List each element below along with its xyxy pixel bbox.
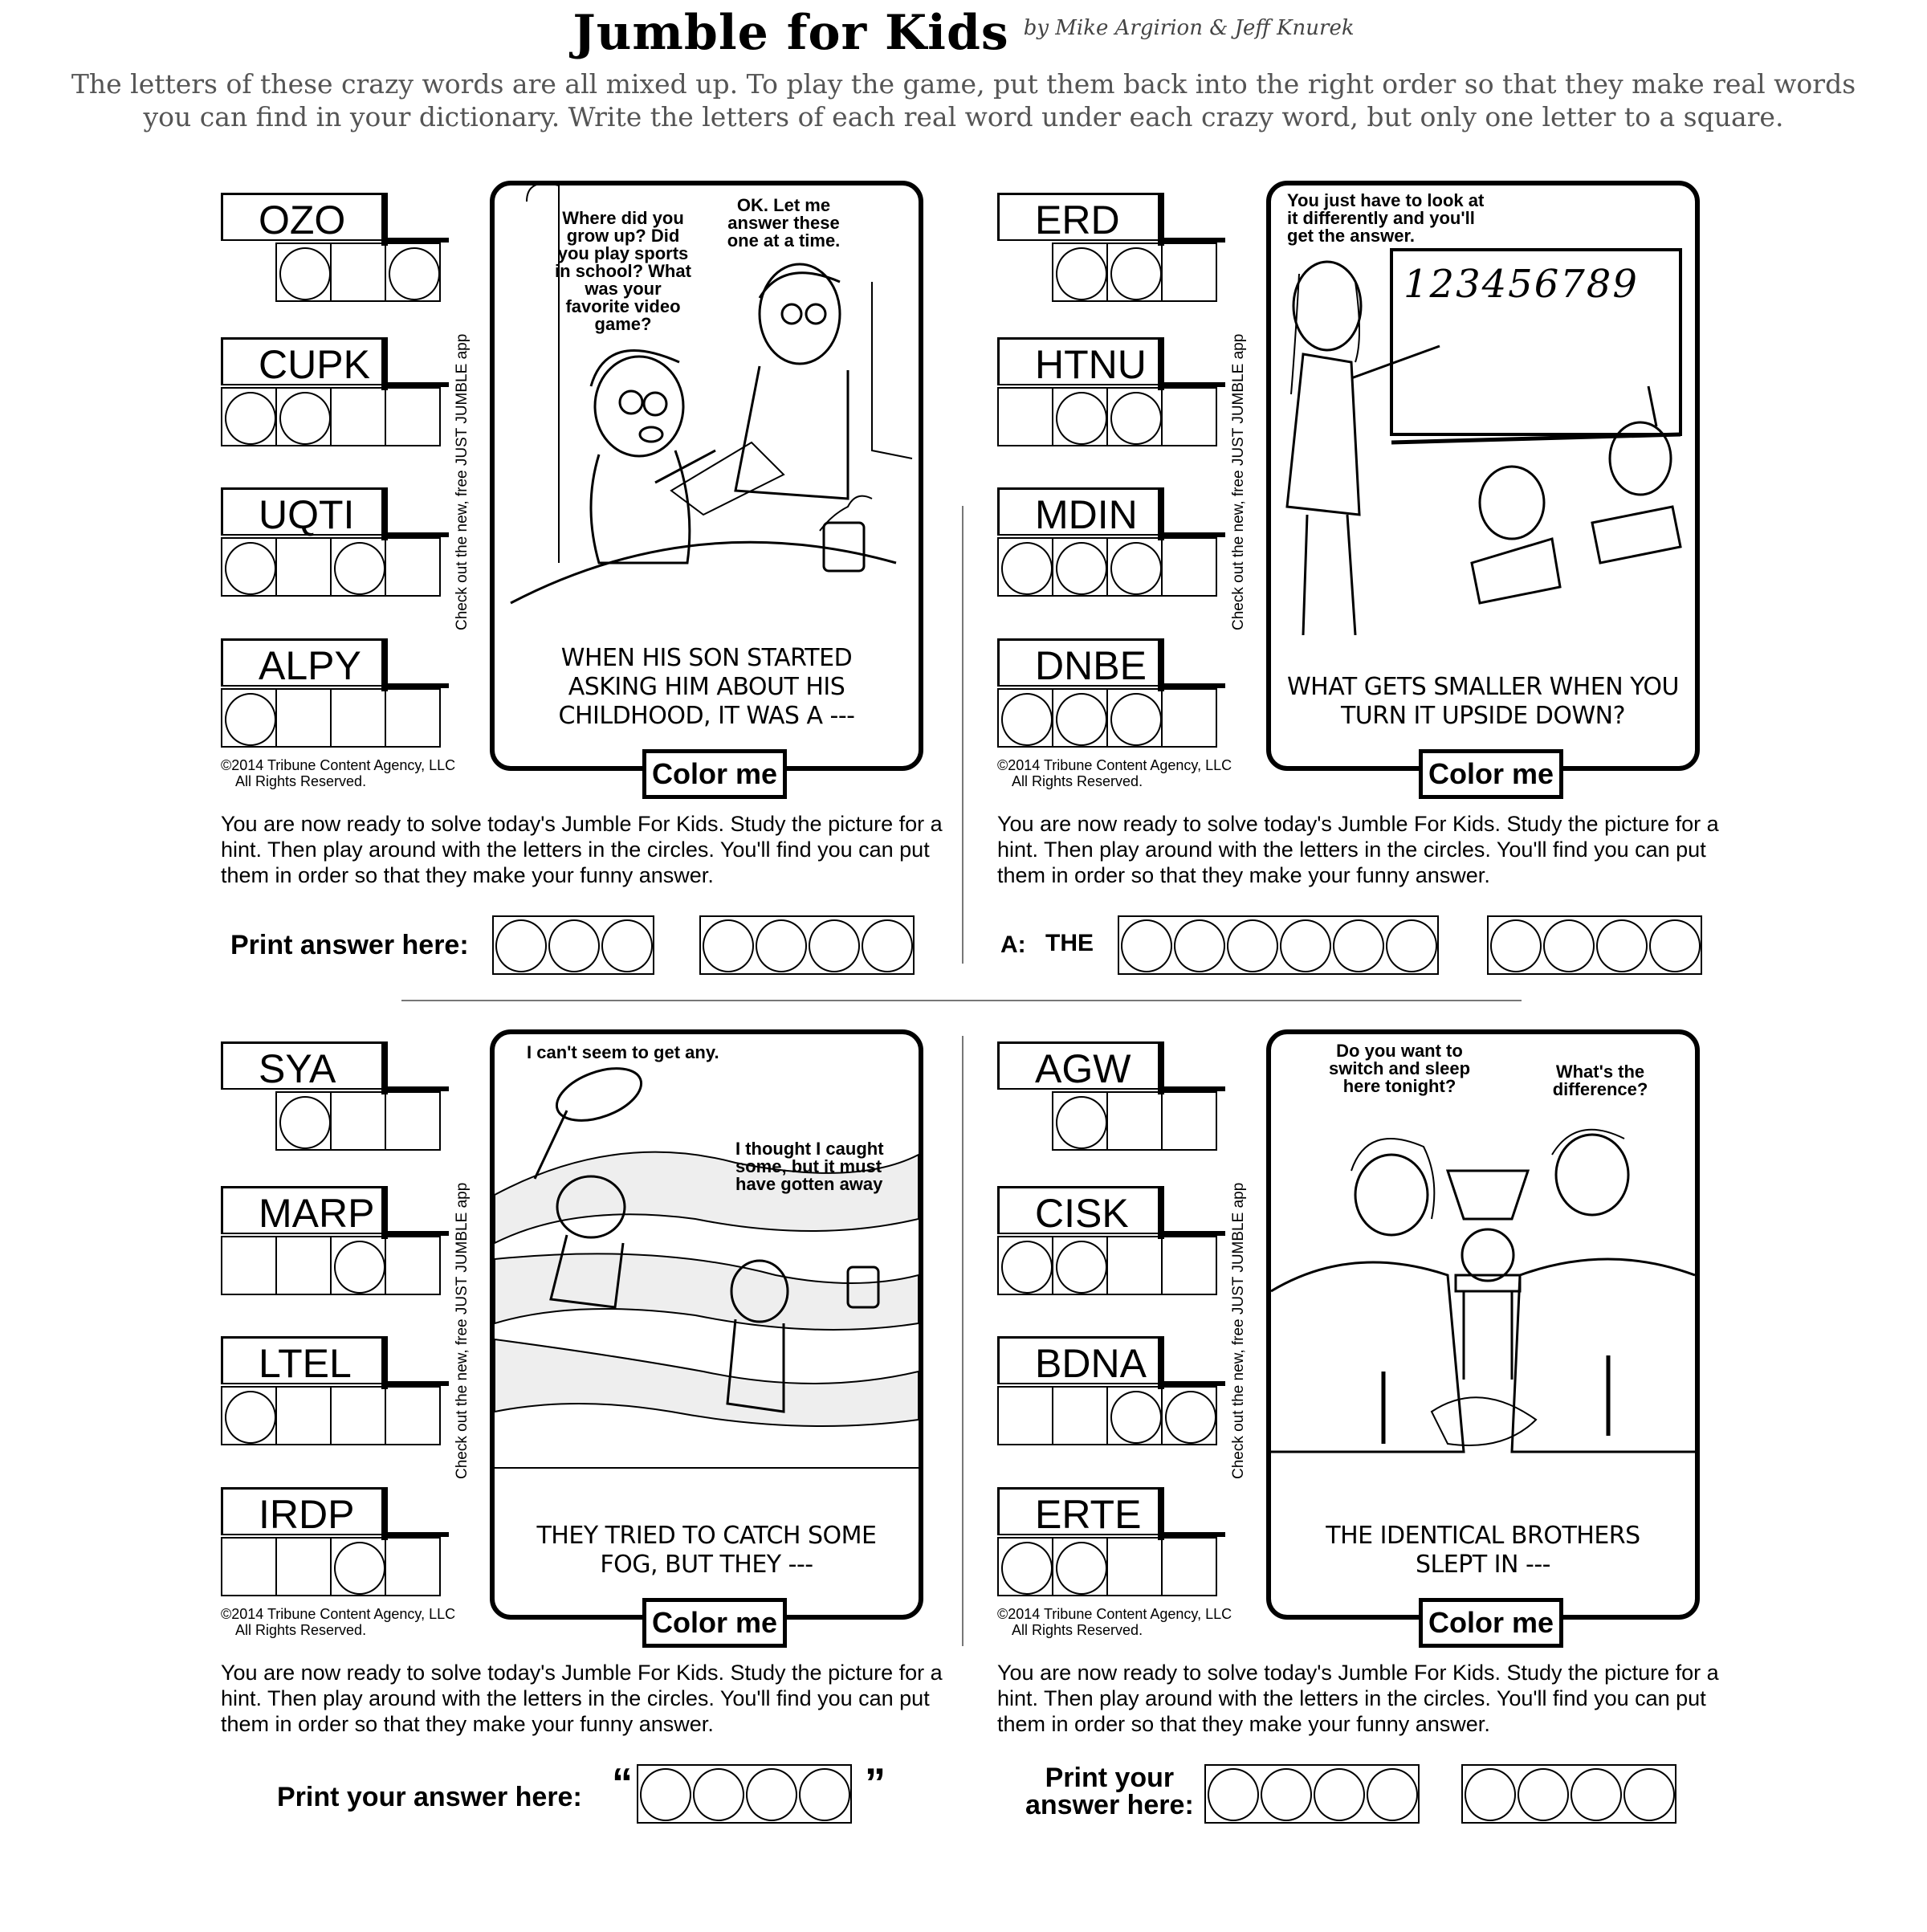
answer-circle-slot[interactable] [600,917,653,973]
instructions: You are now ready to solve today's Jumble For Kids. Study the picture for a hint. Then play around with the letters in the circles. You'll find you can put them in order so that they make your funny answer. [221,812,943,887]
answer-word-2[interactable] [1461,1764,1676,1824]
circled-letter-square[interactable] [1108,389,1163,446]
circle-marker [1001,1542,1053,1595]
horizontal-divider [401,1000,1522,1001]
answer-squares[interactable] [221,688,441,748]
answer-word-1[interactable] [492,915,654,975]
answer-squares[interactable] [275,1091,441,1151]
scrambled-word: AGW [997,1041,1158,1090]
intro-line-2: you can find in your dictionary. Write the letters of each real word under each crazy word, but only one letter to a square. [143,101,1784,132]
circle-marker [279,247,331,300]
copyright-line-1: ©2014 Tribune Content Agency, LLC [997,1606,1232,1622]
jumble-word-3 [221,487,462,616]
copyright [221,757,455,789]
cartoon-panel [1266,1029,1700,1620]
answer-word-1[interactable] [637,1764,852,1824]
jumble-word-1 [997,1041,1238,1170]
circle-marker [1649,919,1701,972]
answer-circle-slot[interactable] [1595,917,1648,973]
circle-marker [1110,693,1162,746]
circle-marker [640,1768,691,1821]
puzzle-2 [997,181,1800,1000]
cartoon-panel [490,1029,923,1620]
answer-label: A: [1000,931,1026,958]
scrambled-word: BDNA [997,1336,1158,1384]
circle-marker [389,247,440,300]
scrambled-word: CISK [997,1186,1158,1234]
scrambled-word: ERTE [997,1487,1158,1535]
jumble-word-4 [221,638,462,767]
answer-circle-slot[interactable] [1516,1766,1569,1822]
copyright [221,1606,455,1638]
jumble-word-4 [997,1487,1238,1616]
circle-marker [1314,1768,1365,1821]
copyright-line-2: All Rights Reserved. [1012,773,1143,789]
letter-square[interactable] [332,690,386,748]
jumble-word-4 [997,638,1238,767]
circle-marker [1367,1768,1418,1821]
cartoon-illustration [1271,185,1695,635]
copyright-line-2: All Rights Reserved. [235,773,367,789]
answer-circle-slot[interactable] [1542,917,1595,973]
circle-marker [1596,919,1648,972]
answer-circle-slot[interactable] [1278,917,1331,973]
circle-marker [225,392,276,445]
circle-marker [1001,542,1053,595]
circled-letter-square[interactable] [332,1237,386,1295]
circled-letter-square[interactable] [222,389,277,446]
answer-circle-slot[interactable] [1569,1766,1622,1822]
circle-marker [334,1241,385,1294]
letter-square[interactable] [1163,539,1217,597]
cartoon-caption: WHEN HIS SON STARTED ASKING HIM ABOUT HIS CHILDHOOD, IT WAS A --- [558,644,855,730]
letter-square[interactable] [1163,690,1217,748]
app-promo-sidebar: Check out the new, free JUST JUMBLE app [1230,1182,1247,1479]
circle-marker [756,919,807,972]
answer-squares[interactable] [997,537,1217,597]
copyright-line-1: ©2014 Tribune Content Agency, LLC [221,1606,456,1622]
answer-word-2[interactable] [1487,915,1702,975]
app-promo-sidebar: Check out the new, free JUST JUMBLE app [1230,333,1247,630]
copyright [997,757,1232,789]
circled-letter-square[interactable] [277,244,332,302]
circle-marker [1280,919,1331,972]
letter-square[interactable] [332,244,386,302]
answer-row [997,1764,1800,1828]
circled-letter-square[interactable] [1163,1388,1217,1445]
jumble-word-2 [997,1186,1238,1314]
circle-marker [693,1768,744,1821]
letter-square[interactable] [386,1093,441,1151]
circled-letter-square[interactable] [277,389,332,446]
jumble-word-3 [997,1336,1238,1465]
letter-square[interactable] [277,1237,332,1295]
cartoon-caption: WHAT GETS SMALLER WHEN YOU TURN IT UPSIDE DOWN? [1286,673,1679,730]
copyright-line-1: ©2014 Tribune Content Agency, LLC [221,757,456,773]
letter-square[interactable] [1163,1237,1217,1295]
answer-squares[interactable] [275,243,441,302]
letter-square[interactable] [386,389,441,446]
copyright-line-1: ©2014 Tribune Content Agency, LLC [997,757,1232,773]
circle-marker [1465,1768,1516,1821]
letter-square[interactable] [1163,244,1217,302]
circled-letter-square[interactable] [1108,690,1163,748]
instructions: You are now ready to solve today's Jumble For Kids. Study the picture for a hint. Then play around with the letters in the circles. You'll find you can put them in order so that they make your funny answer. [997,1661,1719,1736]
circled-letter-square[interactable] [1108,1388,1163,1445]
answer-circle-slot[interactable] [638,1766,691,1822]
color-me-label: Color me [1419,749,1563,799]
letter-square[interactable] [386,1539,441,1596]
circle-marker [1056,1096,1107,1149]
circle-marker [334,542,385,595]
answer-squares[interactable] [221,1236,441,1295]
scrambled-word: DNBE [997,638,1158,687]
answer-word-1[interactable] [1204,1764,1420,1824]
cartoon-illustration [1271,1034,1695,1484]
letter-square[interactable] [386,1237,441,1295]
letter-square[interactable] [999,389,1053,446]
circle-marker [279,392,331,445]
letter-square[interactable] [386,1388,441,1445]
scrambled-word: LTEL [221,1336,381,1384]
circle-marker [1165,1391,1216,1444]
circled-letter-square[interactable] [1053,539,1108,597]
scrambled-word: HTNU [997,337,1158,385]
puzzle-3 [221,1029,1024,1848]
answer-circle-slot[interactable] [1119,917,1172,973]
answer-circle-slot[interactable] [860,917,913,973]
circle-marker [1001,693,1053,746]
circle-marker [1056,247,1107,300]
app-promo-sidebar: Check out the new, free JUST JUMBLE app [454,1182,471,1479]
instructions: You are now ready to solve today's Jumble For Kids. Study the picture for a hint. Then play around with the letters in the circles. You'll find you can put them in order so that they make your funny answer. [997,812,1719,887]
instructions: You are now ready to solve today's Jumble For Kids. Study the picture for a hint. Then play around with the letters in the circles. You'll find you can put them in order so that they make your funny answer. [221,1661,943,1736]
circled-letter-square[interactable] [999,539,1053,597]
chalkboard-numbers: 123456789 [1403,262,1639,307]
letter-square[interactable] [222,1237,277,1295]
circled-letter-square[interactable] [222,539,277,597]
scrambled-word: IRDP [221,1487,381,1535]
letter-square[interactable] [1163,1093,1217,1151]
answer-squares[interactable] [221,1386,441,1445]
circled-letter-square[interactable] [332,1539,386,1596]
scrambled-word: ERD [997,193,1158,241]
close-quote: ” [865,1760,886,1807]
puzzle-1 [221,181,1024,1000]
circled-letter-square[interactable] [1053,1093,1108,1151]
circle-marker [703,919,754,972]
answer-circle-slot[interactable] [691,1766,744,1822]
answer-circle-slot[interactable] [494,917,547,973]
answer-label-line-1: Print your [1045,1763,1175,1793]
copyright-line-2: All Rights Reserved. [235,1622,367,1638]
circle-marker [279,1096,331,1149]
circle-marker [601,919,653,972]
circle-marker [1056,693,1107,746]
copyright-line-2: All Rights Reserved. [1012,1622,1143,1638]
answer-row [221,915,1024,980]
cartoon-panel [490,181,923,771]
jumble-word-1 [221,193,462,321]
answer-row [997,915,1800,980]
circled-letter-square[interactable] [999,1539,1053,1596]
speech-bubble-teacher: You just have to look at it differently and you'll get the answer. [1287,190,1485,246]
byline: by Mike Argirion & Jeff Knurek [1023,16,1355,40]
answer-circle-slot[interactable] [1489,917,1542,973]
circle-marker [1518,1768,1569,1821]
circle-marker [1110,1391,1162,1444]
answer-circle-slot[interactable] [1622,1766,1675,1822]
speech-bubble-son: Where did you grow up? Did you play sports in school? What was your favorite video game? [555,208,691,334]
circle-marker [1333,919,1384,972]
color-me-label: Color me [1419,1598,1563,1648]
circle-marker [1386,919,1437,972]
cartoon-caption: THEY TRIED TO CATCH SOME FOG, BUT THEY --- [536,1522,877,1579]
answer-circle-slot[interactable] [754,917,807,973]
circle-marker [862,919,913,972]
circle-marker [1056,542,1107,595]
circle-marker [1056,392,1107,445]
circled-letter-square[interactable] [386,244,441,302]
scrambled-word: UQTI [221,487,381,536]
answer-label: Print answer here: [230,930,469,960]
answer-circle-slot[interactable] [547,917,600,973]
puzzle-4 [997,1029,1800,1848]
letter-square[interactable] [386,690,441,748]
circled-letter-square[interactable] [222,1388,277,1445]
scrambled-word: ALPY [221,638,381,687]
answer-circle-slot[interactable] [1463,1766,1516,1822]
circle-marker [1174,919,1225,972]
jumble-word-1 [997,193,1238,321]
scrambled-word: OZO [221,193,381,241]
answer-circle-slot[interactable] [807,917,860,973]
answer-squares[interactable] [997,688,1217,748]
circle-marker [225,693,276,746]
title-block [0,5,1927,69]
letter-square[interactable] [277,1539,332,1596]
answer-squares[interactable] [1052,1091,1217,1151]
scrambled-word: SYA [221,1041,381,1090]
speech-bubble-1: I can't seem to get any. [527,1042,719,1062]
circled-letter-square[interactable] [1108,244,1163,302]
circle-marker [1056,1241,1107,1294]
answer-circle-slot[interactable] [1172,917,1225,973]
speech-bubble-dad: OK. Let me answer these one at a time. [727,195,841,251]
letter-square[interactable] [386,539,441,597]
answer-squares[interactable] [997,387,1217,446]
answer-circle-slot[interactable] [1384,917,1437,973]
letter-square[interactable] [1163,1539,1217,1596]
letter-square[interactable] [332,1093,386,1151]
circle-marker [1110,392,1162,445]
letter-square[interactable] [222,1539,277,1596]
answer-circle-slot[interactable] [1365,1766,1418,1822]
circle-marker [1227,919,1278,972]
circle-marker [225,1391,276,1444]
jumble-word-4 [221,1487,462,1616]
copyright [997,1606,1232,1638]
answer-label: Print your answer here: [277,1782,582,1812]
cartoon-panel [1266,181,1700,771]
circle-marker [1261,1768,1312,1821]
circle-marker [225,542,276,595]
circled-letter-square[interactable] [999,1237,1053,1295]
letter-square[interactable] [277,539,332,597]
circle-marker [495,919,547,972]
answer-circle-slot[interactable] [744,1766,797,1822]
circled-letter-square[interactable] [1053,389,1108,446]
answer-circle-slot[interactable] [1331,917,1384,973]
answer-circle-slot[interactable] [701,917,754,973]
letter-square[interactable] [999,1388,1053,1445]
answer-squares[interactable] [221,537,441,597]
jumble-word-2 [221,337,462,466]
answer-squares[interactable] [997,1386,1217,1445]
circle-marker [1056,1542,1107,1595]
answer-word-2[interactable] [699,915,915,975]
letter-square[interactable] [277,690,332,748]
speech-bubble-1: Do you want to switch and sleep here tonight? [1328,1041,1471,1096]
circled-letter-square[interactable] [1108,539,1163,597]
circled-letter-square[interactable] [332,539,386,597]
letter-square[interactable] [1108,1539,1163,1596]
circled-letter-square[interactable] [1053,1539,1108,1596]
letter-square[interactable] [1108,1237,1163,1295]
intro-line-1: The letters of these crazy words are all mixed up. To play the game, put them back into the right order so that they make real words [71,68,1856,100]
scrambled-word: MDIN [997,487,1158,536]
answer-circle-slot[interactable] [797,1766,850,1822]
circle-marker [1121,919,1172,972]
app-promo-sidebar: Check out the new, free JUST JUMBLE app [454,333,471,630]
circled-letter-square[interactable] [1053,1237,1108,1295]
circle-marker [1110,247,1162,300]
circle-marker [809,919,860,972]
circle-marker [799,1768,850,1821]
circle-marker [1490,919,1542,972]
circle-marker [548,919,600,972]
jumble-word-2 [997,337,1238,466]
answer-row [221,1760,1024,1828]
jumble-word-2 [221,1186,462,1314]
jumble-word-1 [221,1041,462,1170]
jumble-word-3 [997,487,1238,616]
circle-marker [1571,1768,1622,1821]
answer-squares[interactable] [221,1537,441,1596]
cartoon-caption: THE IDENTICAL BROTHERS SLEPT IN --- [1326,1522,1640,1579]
circled-letter-square[interactable] [1053,690,1108,748]
answer-circle-slot[interactable] [1648,917,1701,973]
scrambled-word: CUPK [221,337,381,385]
letter-square[interactable] [1163,389,1217,446]
intro-text [48,67,1879,133]
color-me-label: Color me [642,749,787,799]
answer-circle-slot[interactable] [1206,1766,1259,1822]
circle-marker [334,1542,385,1595]
answer-squares[interactable] [1052,243,1217,302]
answer-prefix: THE [1045,930,1094,956]
circle-marker [1623,1768,1675,1821]
circled-letter-square[interactable] [1053,244,1108,302]
letter-square[interactable] [277,1388,332,1445]
answer-label [1025,1764,1194,1819]
answer-squares[interactable] [221,387,441,446]
speech-bubble-2: I thought I caught some, but it must have gotten away [735,1139,884,1194]
cartoon-illustration [495,1034,919,1484]
answer-word-1[interactable] [1118,915,1439,975]
circle-marker [1543,919,1595,972]
scrambled-word: MARP [221,1186,381,1234]
answer-squares[interactable] [997,1537,1217,1596]
answer-squares[interactable] [997,1236,1217,1295]
answer-circle-slot[interactable] [1225,917,1278,973]
color-me-label: Color me [642,1598,787,1648]
circle-marker [1110,542,1162,595]
page-title: Jumble for Kids [572,5,1009,61]
circled-letter-square[interactable] [277,1093,332,1151]
letter-square[interactable] [1108,1093,1163,1151]
answer-circle-slot[interactable] [1259,1766,1312,1822]
answer-label-line-2: answer here: [1025,1790,1194,1820]
circle-marker [746,1768,797,1821]
jumble-word-3 [221,1336,462,1465]
letter-square[interactable] [332,389,386,446]
speech-bubble-2: What's the difference? [1552,1062,1648,1099]
circled-letter-square[interactable] [222,690,277,748]
circled-letter-square[interactable] [999,690,1053,748]
open-quote: “ [612,1760,633,1807]
circle-marker [1001,1241,1053,1294]
circle-marker [1208,1768,1259,1821]
letter-square[interactable] [332,1388,386,1445]
answer-circle-slot[interactable] [1312,1766,1365,1822]
letter-square[interactable] [1053,1388,1108,1445]
